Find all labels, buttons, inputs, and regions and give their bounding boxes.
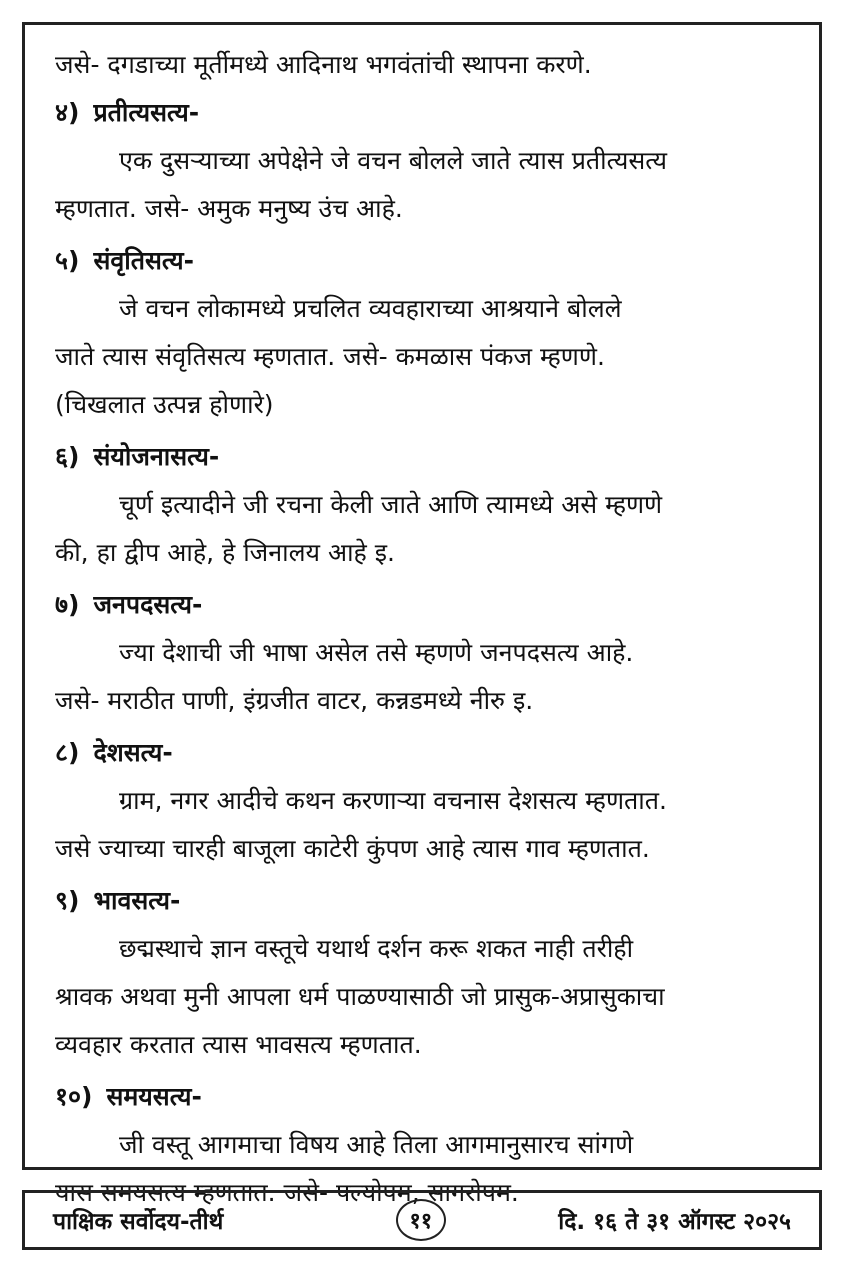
section-number: ८) bbox=[55, 738, 80, 767]
section-6-line-1: चूर्ण इत्यादीने जी रचना केली जाते आणि त्यामध्ये असे म्हणणे bbox=[119, 490, 663, 519]
section-heading-8 bbox=[55, 729, 789, 777]
section-number: ५) bbox=[55, 246, 80, 275]
section-5-line-1: जे वचन लोकामध्ये प्रचलित व्यवहाराच्या आश्रयाने बोलले bbox=[119, 294, 622, 323]
section-heading-5 bbox=[55, 237, 789, 285]
section-heading-9 bbox=[55, 877, 789, 925]
section-intro-line-1: जसे- दगडाच्या मूर्तीमध्ये आदिनाथ भगवंतांची स्थापना करणे. bbox=[55, 50, 592, 79]
section-number: १०) bbox=[55, 1082, 93, 1111]
section-title: जनपदसत्य- bbox=[93, 590, 203, 619]
section-9-line-3: व्यवहार करतात त्यास भावसत्य म्हणतात. bbox=[55, 1030, 422, 1059]
section-number: ९) bbox=[55, 886, 80, 915]
section-10-line-2: यास समयसत्य म्हणतात. जसे- पल्योपम, सागरोपम. bbox=[55, 1178, 519, 1207]
publication-name: पाक्षिक सर्वोदय-तीर्थ bbox=[53, 1209, 224, 1235]
section-heading-10 bbox=[55, 1073, 789, 1121]
section-heading-6 bbox=[55, 433, 789, 481]
section-number: ७) bbox=[55, 590, 80, 619]
section-heading-7 bbox=[55, 581, 789, 629]
section-title: प्रतीत्यसत्य- bbox=[93, 98, 200, 127]
section-7-line-2: जसे- मराठीत पाणी, इंग्रजीत वाटर, कन्नडमध्ये नीरु इ. bbox=[55, 686, 534, 715]
section-4-line-2: म्हणतात. जसे- अमुक मनुष्य उंच आहे. bbox=[55, 194, 403, 223]
section-6-line-2: की, हा द्वीप आहे, हे जिनालय आहे इ. bbox=[55, 538, 395, 567]
section-number: ६) bbox=[55, 442, 80, 471]
section-10-line-1: जी वस्तू आगमाचा विषय आहे तिला आगमानुसारच सांगणे bbox=[119, 1130, 634, 1159]
section-8-line-1: ग्राम, नगर आदीचे कथन करणाऱ्या वचनास देशसत्य म्हणतात. bbox=[119, 786, 667, 815]
section-5-line-3: (चिखलात उत्पन्न होणारे) bbox=[55, 390, 274, 419]
page-number: ११ bbox=[396, 1199, 446, 1241]
section-number: ४) bbox=[55, 98, 80, 127]
section-title: देशसत्य- bbox=[93, 738, 173, 767]
section-9-line-2: श्रावक अथवा मुनी आपला धर्म पाळण्यासाठी जो प्रासुक-अप्रासुकाचा bbox=[55, 982, 665, 1011]
section-8-line-2: जसे ज्याच्या चारही बाजूला काटेरी कुंपण आहे त्यास गाव म्हणतात. bbox=[55, 834, 650, 863]
section-heading-4 bbox=[55, 89, 789, 137]
section-title: संवृतिसत्य- bbox=[93, 246, 194, 275]
section-title: समयसत्य- bbox=[106, 1082, 202, 1111]
section-9-line-1: छद्मस्थाचे ज्ञान वस्तूचे यथार्थ दर्शन करू शकत नाही तरीही bbox=[119, 934, 634, 963]
section-4-line-1: एक दुसऱ्याच्या अपेक्षेने जे वचन बोलले जाते त्यास प्रतीत्यसत्य bbox=[119, 146, 668, 175]
issue-date: दि. १६ ते ३१ ऑगस्ट २०२५ bbox=[558, 1209, 791, 1235]
page-footer bbox=[22, 1190, 822, 1250]
section-7-line-1: ज्या देशाची जी भाषा असेल तसे म्हणणे जनपदसत्य आहे. bbox=[119, 638, 634, 667]
section-title: संयोजनासत्य- bbox=[93, 442, 220, 471]
section-5-line-2: जाते त्यास संवृतिसत्य म्हणतात. जसे- कमळास पंकज म्हणणे. bbox=[55, 342, 605, 371]
page-content bbox=[22, 22, 822, 1207]
section-title: भावसत्य- bbox=[93, 886, 181, 915]
